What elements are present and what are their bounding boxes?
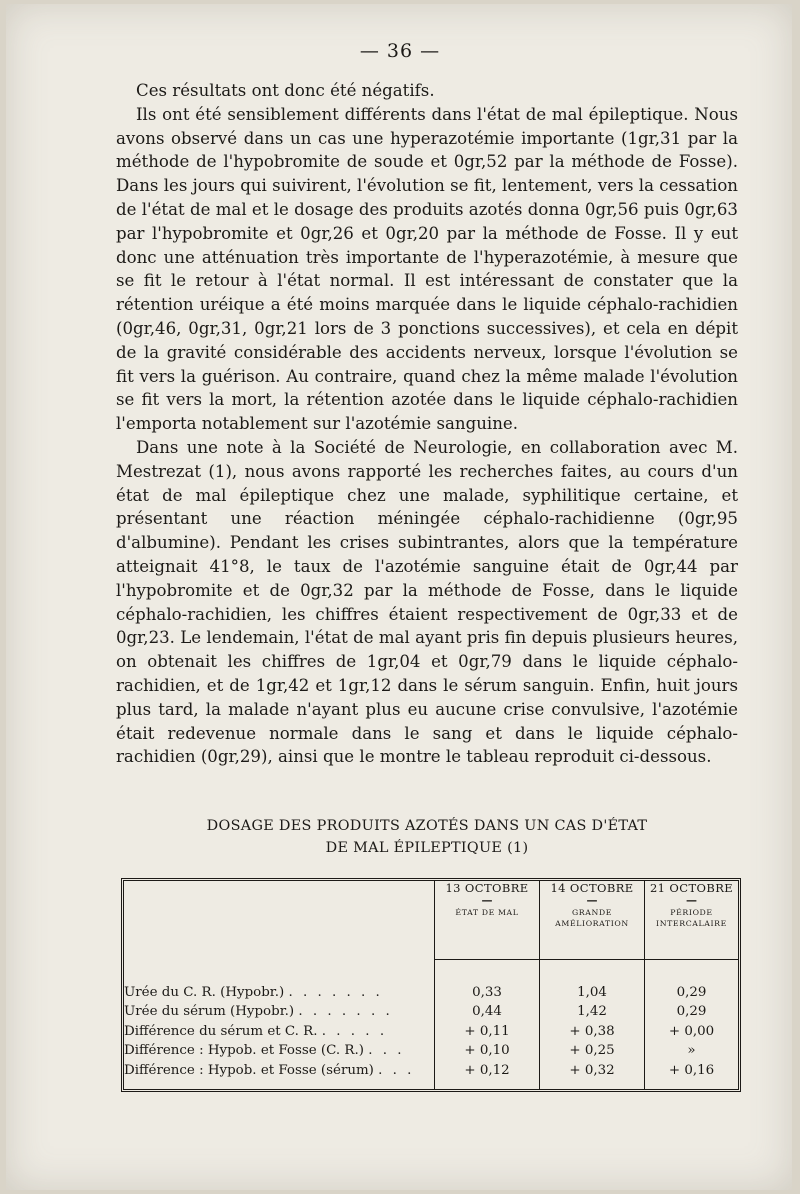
value-cell: + 0,11	[435, 1022, 540, 1041]
row-label	[124, 983, 435, 1002]
table-row	[124, 983, 738, 1002]
spacer-cell	[540, 959, 645, 983]
value-cell: + 0,12	[435, 1061, 540, 1080]
row-label	[124, 1003, 435, 1022]
table-row	[124, 1042, 738, 1061]
column-subtitle-2: INTERCALAIRE	[656, 919, 727, 928]
spacer-cell	[124, 959, 435, 983]
row-label-text: Urée du C. R. (Hypobr.)	[124, 985, 285, 1001]
value-cell: + 0,00	[645, 1022, 739, 1041]
table-title	[116, 815, 738, 859]
row-label	[124, 1022, 435, 1041]
spacer-cell	[645, 959, 739, 983]
value-cell: 0,33	[435, 983, 540, 1002]
table-tail-row	[124, 1080, 738, 1089]
column-dash: —	[586, 894, 598, 907]
dot-leader: . . . . .	[321, 1023, 388, 1039]
data-table	[124, 881, 738, 1089]
column-dash: —	[686, 894, 697, 907]
paragraph-3: Dans une note à la Société de Neurologie, en collaboration avec M. Mestrezat (1), nous avons rapporté les recherches faites, au cours d'un état de mal épileptique chez une malade, syphilitique certaine, et présentant une réaction méningée céphalo-rachidienne (0gr,95 d'albumine). Pendant les crises subintrantes, alors que la température atteignait 41°8, le taux de l'azotémie sanguine était de 0gr,44 par l'hypobromite et de 0gr,32 par la méthode de Fosse, dans le liquide céphalo-rachidien, les chiffres étaient respectivement de 0gr,33 et de 0gr,23. Le lendemain, l'état de mal ayant pris fin depuis plusieurs heures, on obtenait les chiffres de 1gr,04 et 0gr,79 dans le liquide céphalo-rachidien, et de 1gr,42 et 1gr,12 dans le sérum sanguin. Enfin, huit jours plus tard, la malade n'ayant plus eu aucune crise convulsive, l'azotémie était redevenue normale dans le sang et dans le liquide céphalo-rachidien (0gr,29), ainsi que le montre le tableau reproduit ci-dessous.	[116, 437, 738, 767]
row-label-text: Différence : Hypob. et Fosse (sérum)	[124, 1062, 374, 1078]
value-cell: 1,42	[540, 1003, 645, 1022]
tail-cell	[540, 1080, 645, 1089]
row-label	[124, 1042, 435, 1061]
table-spacer-row	[124, 959, 738, 983]
column-subtitle-2: AMÉLIORATION	[555, 919, 629, 928]
body-text	[116, 79, 738, 769]
table-row	[124, 1022, 738, 1041]
column-header-13-octobre	[435, 881, 540, 959]
column-subtitle: GRANDE	[571, 908, 613, 917]
value-cell: + 0,16	[645, 1061, 739, 1080]
dot-leader: . . . . . . .	[298, 1004, 393, 1020]
paragraph-2: Ils ont été sensiblement différents dans l'état de mal épileptique. Nous avons observé dans un cas une hyperazotémie importante (1gr,31 par la méthode de l'hypobromite de soude et 0gr,52 par la méthode de Fosse). Dans les jours qui suivirent, l'évolution se fit, lentement, vers la cessation de l'état de mal et le dosage des produits azotés donna 0gr,56 puis 0gr,63 par l'hypobromite et 0gr,26 et 0gr,20 par la méthode de Fosse. Il y eut donc une atténuation très importante de l'hyperazotémie, à mesure que se fit le retour à l'état normal. Il est intéressant de constater que la rétention uréique a été moins marquée dans le liquide céphalo-rachidien (0gr,46, 0gr,31, 0gr,21 lors de 3 ponctions successives), et cela en dépit de la gravité considérable des accidents nerveux, lorsque l'évolution se fit vers la guérison. Au contraire, quand chez la même malade l'évolution se fit vers la mort, la rétention azotée dans le liquide céphalo-rachidien l'emporta notablement sur l'azotémie sanguine.	[116, 104, 738, 434]
value-cell: »	[645, 1042, 739, 1061]
table-title-line-2: DE MAL ÉPILEPTIQUE (1)	[325, 840, 529, 856]
value-cell: + 0,32	[540, 1061, 645, 1080]
value-cell: + 0,38	[540, 1022, 645, 1041]
row-label	[124, 1061, 435, 1080]
dot-leader: . . .	[368, 1043, 405, 1059]
dot-leader: . . .	[378, 1062, 415, 1078]
header-label-cell	[124, 881, 435, 959]
column-date: 14 OCTOBRE	[550, 881, 634, 895]
table-row	[124, 1003, 738, 1022]
row-label-text: Différence du sérum et C. R.	[124, 1023, 318, 1039]
page-number: — 36 —	[359, 40, 441, 62]
table-row	[124, 1061, 738, 1080]
data-table-frame	[121, 878, 741, 1092]
column-dash: —	[481, 894, 493, 907]
table-title-line-1: DOSAGE DES PRODUITS AZOTÉS DANS UN CAS D'ÉTAT	[206, 818, 648, 834]
column-date: 13 OCTOBRE	[445, 881, 529, 895]
tail-cell	[435, 1080, 540, 1089]
value-cell: 0,29	[645, 1003, 739, 1022]
tail-cell	[124, 1080, 435, 1089]
value-cell: 0,44	[435, 1003, 540, 1022]
value-cell: + 0,25	[540, 1042, 645, 1061]
value-cell: 0,29	[645, 983, 739, 1002]
column-subtitle: ÉTAT DE MAL	[455, 908, 519, 917]
table-header-row	[124, 881, 738, 959]
value-cell: 1,04	[540, 983, 645, 1002]
value-cell: + 0,10	[435, 1042, 540, 1061]
column-subtitle: PÉRIODE	[670, 908, 713, 917]
column-date: 21 OCTOBRE	[649, 881, 734, 895]
row-label-text: Différence : Hypob. et Fosse (C. R.)	[124, 1043, 364, 1059]
spacer-cell	[435, 959, 540, 983]
row-label-text: Urée du sérum (Hypobr.)	[124, 1004, 295, 1020]
paragraph-1: Ces résultats ont donc été négatifs.	[136, 81, 435, 100]
dot-leader: . . . . . . .	[288, 985, 383, 1001]
column-header-14-octobre	[540, 881, 645, 959]
column-header-21-octobre	[645, 881, 739, 959]
tail-cell	[645, 1080, 739, 1089]
